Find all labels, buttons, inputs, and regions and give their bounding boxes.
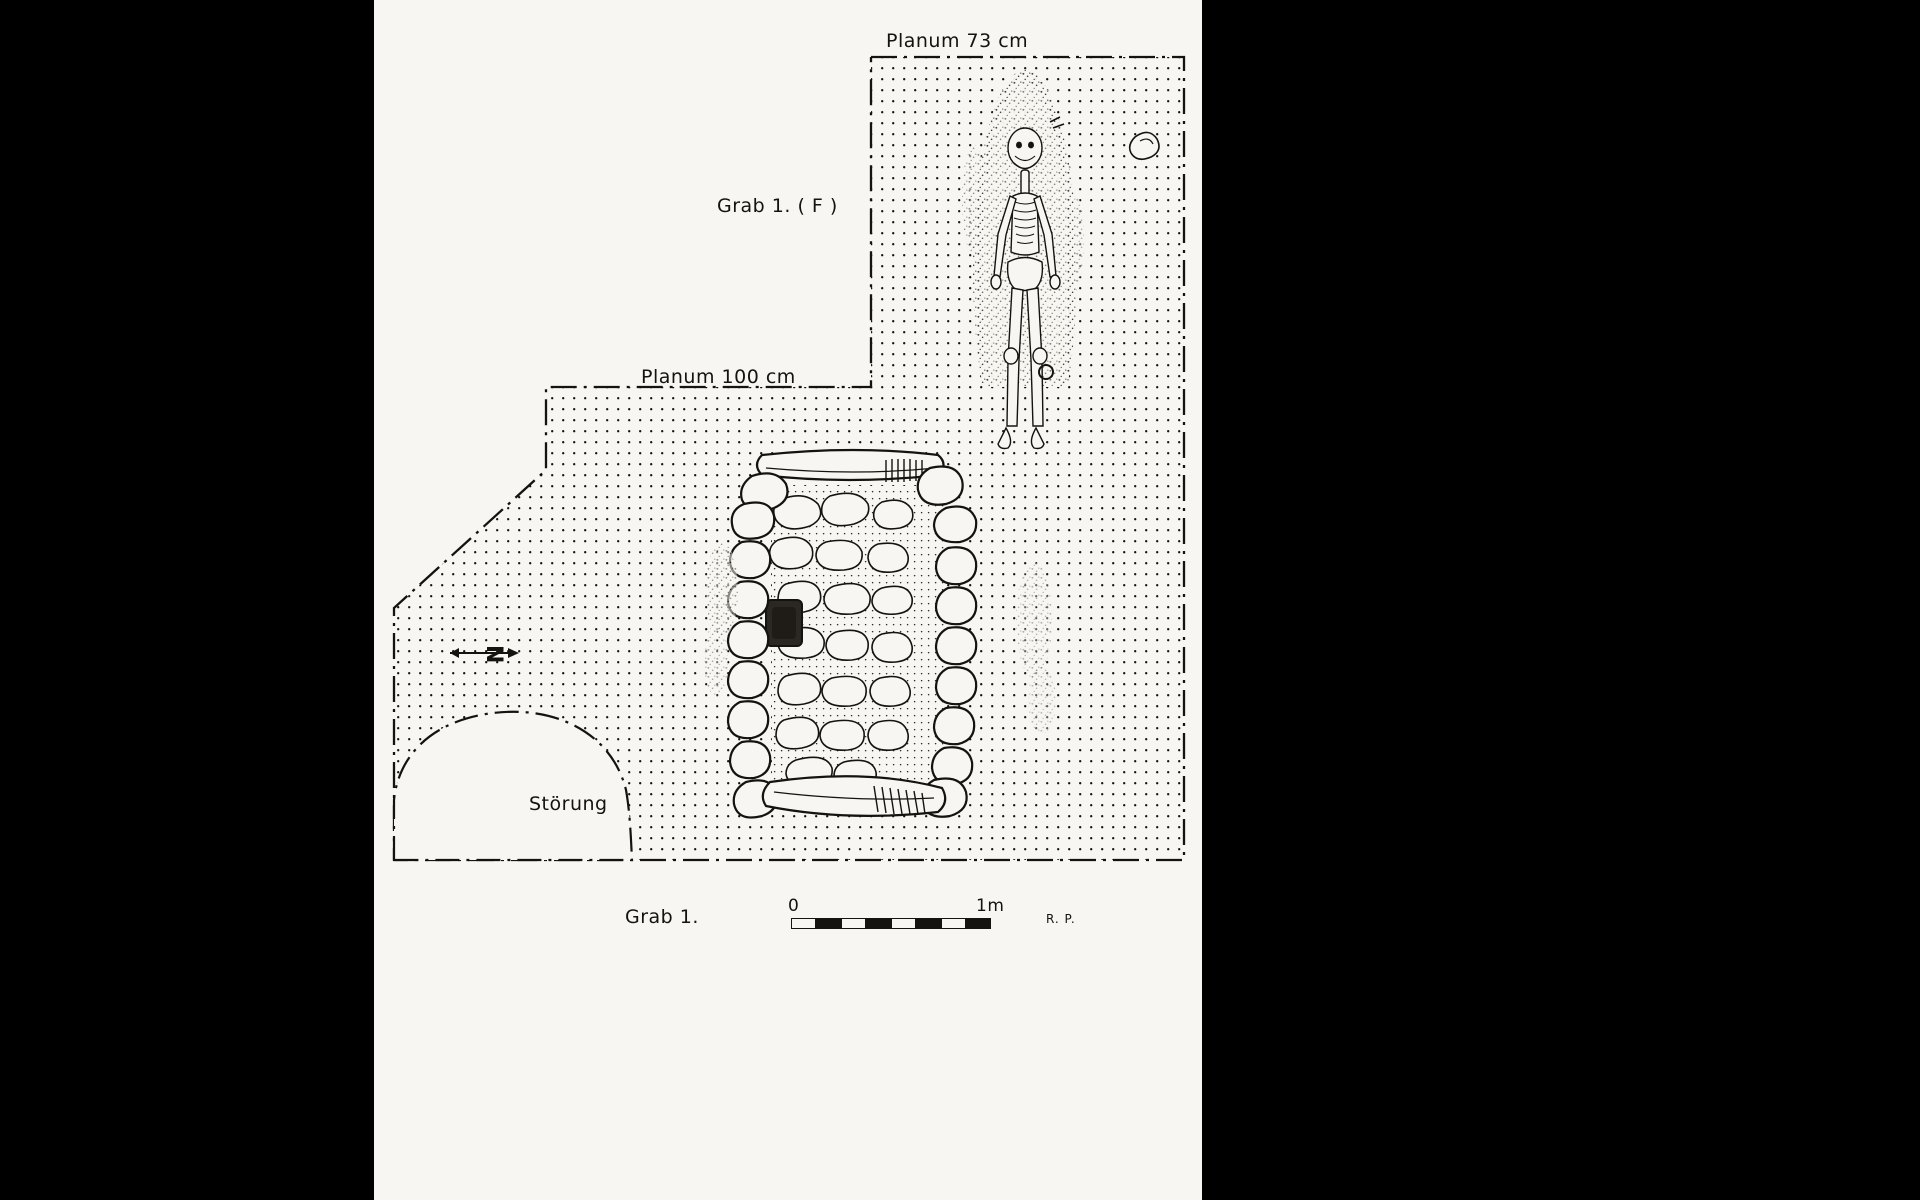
artist-initials: R. P. — [1046, 912, 1076, 926]
label-stoerung: Störung — [529, 793, 608, 815]
label-planum-73cm: Planum 73 cm — [886, 30, 1029, 52]
figure-caption: Grab 1. — [625, 906, 699, 928]
label-planum-100cm: Planum 100 cm — [641, 366, 796, 388]
north-arrow-label: N — [480, 645, 506, 664]
scale-start-label: 0 — [788, 896, 800, 916]
scale-bar — [791, 918, 991, 929]
scale-end-label: 1m — [976, 896, 1005, 916]
scanned-page — [374, 0, 1202, 1200]
left-letterbox — [0, 0, 374, 1200]
excavation-plan-drawing — [374, 0, 1202, 1200]
dark-find-object — [766, 600, 802, 646]
stone-cist — [766, 486, 944, 791]
label-grab-1-f: Grab 1. ( F ) — [717, 195, 838, 217]
right-letterbox — [1202, 0, 1920, 1200]
